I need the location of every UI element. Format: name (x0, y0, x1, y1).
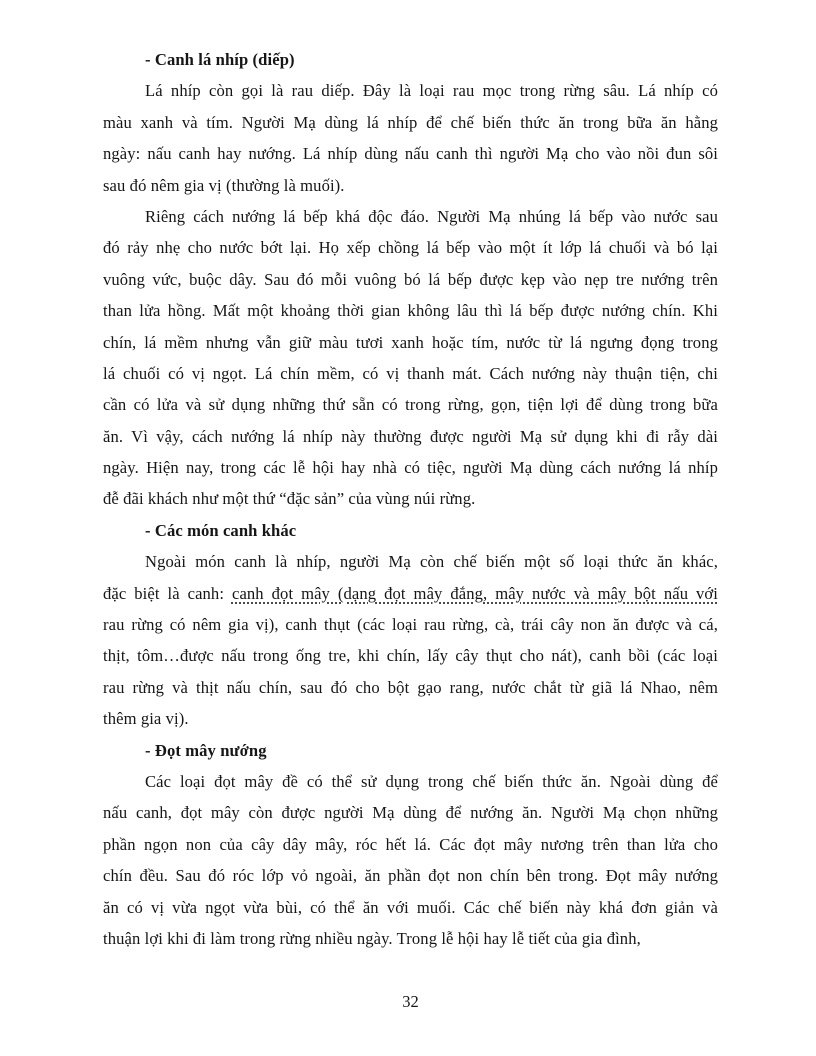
text-line: vuông vức, buộc dây. Sau đó mỗi vuông bó lá bếp được kẹp vào nẹp tre nướng trên (103, 269, 718, 289)
text-line: Các loại đọt mây đề có thể sử dụng trong chế biến thức ăn. Ngoài dùng để (145, 771, 718, 791)
text-line: sau đó nêm gia vị (thường là muối). (103, 175, 345, 195)
section-heading: - Các món canh khác (145, 520, 297, 540)
text-line: màu xanh và tím. Người Mạ dùng lá nhíp để chế biến thức ăn trong bữa ăn hằng (103, 112, 718, 132)
text-block (103, 44, 718, 954)
text-line: nấu canh, đọt mây còn được người Mạ dùng để nướng ăn. Người Mạ chọn những (103, 803, 718, 823)
text-line: than lửa hồng. Mất một khoảng thời gian không lâu thì lá bếp được nướng chín. Khi (103, 301, 718, 321)
text-line: ăn. Vì vậy, cách nướng lá nhíp này thường được người Mạ sử dụng khi đi rẫy dài (103, 426, 718, 446)
section-heading: - Canh lá nhíp (diếp) (145, 50, 295, 69)
text-line: thuận lợi khi đi làm trong rừng nhiều ngày. Trong lễ hội hay lễ tiết của gia đình, (103, 928, 641, 948)
text-line: Ngoài món canh là nhíp, người Mạ còn chế biến một số loại thức ăn khác, (145, 552, 718, 572)
text-line: thịt, tôm…được nấu trong ống tre, khi chín, lấy cây thụt cho nát), canh bồi (các loại (103, 646, 718, 666)
text-line: chín, lá mềm nhưng vẫn giữ màu tươi xanh hoặc tím, nước từ lá ngưng đọng trong (103, 332, 718, 352)
text-line: chín đều. Sau đó róc lớp vỏ ngoài, ăn phần đọt non chín bên trong. Đọt mây nướng (103, 866, 718, 886)
text-line: rau rừng có nêm gia vị), canh thụt (các loại rau rừng, cà, trái cây non ăn được và cá, (103, 615, 718, 635)
text-line: cần có lửa và sử dụng những thứ sẵn có trong rừng, gọn, tiện lợi để dùng trong bữa (103, 395, 718, 415)
text-line: ăn có vị vừa ngọt vừa bùi, có thể ăn với muối. Các chế biến này khá đơn giản và (103, 897, 718, 917)
text-line: ngày. Hiện nay, trong các lễ hội hay nhà có tiệc, người Mạ dùng cách nướng lá nhíp (103, 458, 718, 478)
text-line: đó rảy nhẹ cho nước bớt lại. Họ xếp chồng lá bếp vào một ít lớp lá chuối và bó lại (103, 238, 718, 258)
text-line: Riêng cách nướng lá bếp khá độc đáo. Người Mạ nhúng lá bếp vào nước sau (145, 206, 718, 226)
text-line: đễ đãi khách như một thứ “đặc sản” của vùng núi rừng. (103, 489, 476, 509)
text-line: Lá nhíp còn gọi là rau diếp. Đây là loại rau mọc trong rừng sâu. Lá nhíp có (145, 81, 718, 101)
text-line: rau rừng và thịt nấu chín, sau đó cho bột gạo rang, nước chắt từ giã lá Nhao, nêm (103, 677, 718, 697)
text-line: thêm gia vị). (103, 709, 189, 729)
text-segment: đặc biệt là canh: (103, 583, 232, 603)
text-line: phần ngọn non của cây dây mây, róc hết lá. Các đọt mây nương trên than lửa cho (103, 834, 718, 854)
section-heading: - Đọt mây nướng (145, 740, 267, 760)
text-line: ngày: nấu canh hay nướng. Lá nhíp dùng nấu canh thì người Mạ cho vào nồi đun sôi (103, 144, 718, 164)
page-number: 32 (402, 992, 419, 1011)
text-line (103, 578, 718, 609)
text-line: lá chuối có vị ngọt. Lá chín mềm, có vị thanh mát. Cách nướng này thuận tiện, chi (103, 363, 718, 383)
dotted-underline-text: canh đọt mây (dạng đọt mây đắng, mây nước và mây bột nấu với (231, 583, 719, 603)
